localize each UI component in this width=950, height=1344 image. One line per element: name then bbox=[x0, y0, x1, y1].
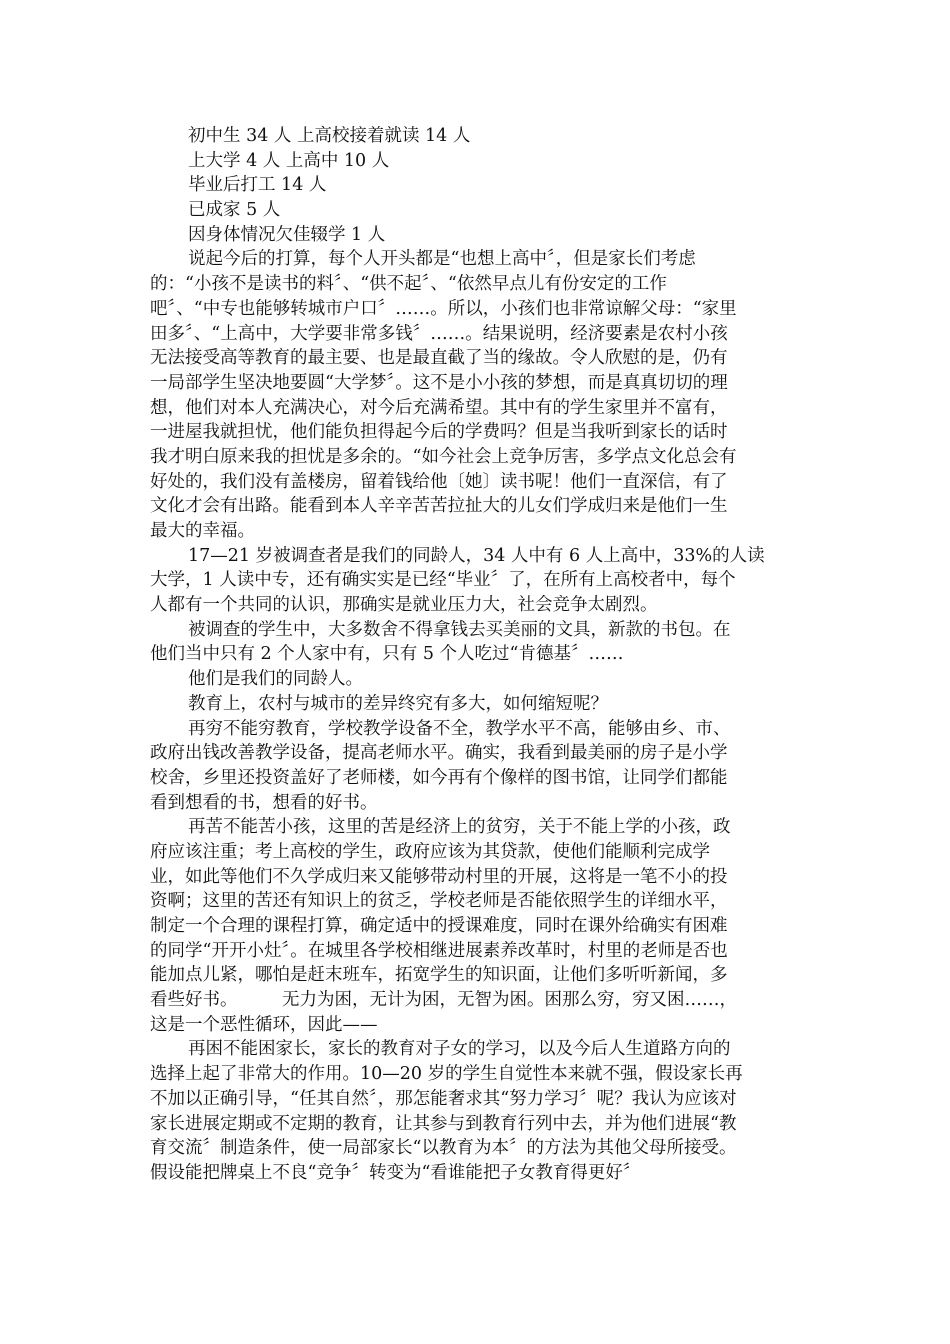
text-line: 文化才会有出路。能看到本人辛辛苦苦拉扯大的儿女们学成归来是他们一生 bbox=[150, 496, 728, 517]
text-line: 教育上，农村与城市的差异终究有多大，如何缩短呢？ bbox=[188, 693, 608, 714]
text-line: 的同学“开开小灶〞。在城里各学校相继进展素养改革时，村里的老师是否也 bbox=[150, 940, 728, 961]
text-line: 最大的幸福。 bbox=[150, 521, 255, 541]
text-line: 被调查的学生中，大多数舍不得拿钱去买美丽的文具，新款的书包。在 bbox=[188, 619, 731, 640]
text-line: 好处的，我们没有盖楼房，留着钱给他〔她〕读书呢！他们一直深信，有了 bbox=[150, 471, 728, 492]
text-line: 育交流〞制造条件，使一局部家长“以教育为本〞的方法为其他父母所接受。 bbox=[150, 1138, 737, 1159]
text-line: 制定一个合理的课程打算，确定适中的授课难度，同时在课外给确实有困难 bbox=[150, 916, 728, 936]
text-line: 他们当中只有 2 个人家中有，只有 5 个人吃过“肯德基〞…… bbox=[150, 644, 624, 665]
text-line: 校舍，乡里还投资盖好了老师楼，如今再有个像样的图书馆，让同学们都能 bbox=[150, 767, 728, 788]
text-line: 一进屋我就担忧，他们能负担得起今后的学费吗？但是当我听到家长的话时 bbox=[150, 422, 728, 443]
text-line: 17—21 岁被调查者是我们的同龄人，34 人中有 6 人上高中，33%的人读 bbox=[188, 545, 765, 566]
text-line: 的：“小孩不是读书的料〞、“供不起〞、“依然早点儿有份安定的工作 bbox=[150, 274, 667, 295]
text-line: 吧〞、“中专也能够转城市户口〞……。所以，小孩们也非常谅解父母：“家里 bbox=[150, 298, 737, 319]
text-line: 想，他们对本人充满决心，对今后充满希望。其中有的学生家里并不富有， bbox=[150, 397, 728, 418]
text-line: 说起今后的打算，每个人开头都是“也想上高中〞，但是家长们考虑 bbox=[188, 249, 696, 270]
text-line: 毕业后打工 14 人 bbox=[188, 175, 327, 196]
text-line: 上大学 4 人 上高中 10 人 bbox=[188, 150, 390, 171]
text-line: 业，如此等他们不久学成归来又能够带动村里的开展，这将是一笔不小的投 bbox=[150, 866, 728, 887]
text-line: 我才明白原来我的担忧是多余的。“如今社会上竞争厉害，多学点文化总会有 bbox=[150, 446, 737, 467]
text-line: 资啊；这里的苦还有知识上的贫乏，学校老师是否能依照学生的详细水平， bbox=[150, 891, 728, 912]
text-line: 看到想看的书，想看的好书。 bbox=[150, 792, 378, 813]
text-line: 人都有一个共同的认识，那确实是就业压力大，社会竞争太剧烈。 bbox=[150, 595, 658, 616]
text-line: 再困不能困家长，家长的教育对子女的学习，以及今后人生道路方向的 bbox=[188, 1039, 731, 1060]
text-line: 一局部学生坚决地要圆“大学梦〞。这不是小小孩的梦想，而是真真切切的理 bbox=[150, 372, 728, 393]
text-line: 假设能把牌桌上不良“竞争〞转变为“看谁能把子女教育得更好〞 bbox=[150, 1162, 641, 1183]
text-line: 他们是我们的同龄人。 bbox=[188, 669, 363, 690]
text-line: 因身体情况欠佳辍学 1 人 bbox=[188, 224, 386, 245]
text-line: 能加点儿紧，哪怕是赶末班车，拓宽学生的知识面，让他们多听听新闻，多 bbox=[150, 965, 728, 986]
document-body bbox=[150, 124, 795, 1186]
text-line: 府应该注重；考上高校的学生，政府应该为其贷款，使他们能顺利完成学 bbox=[150, 841, 710, 862]
text-line: 无法接受高等教育的最主要、也是最直截了当的缘故。令人欣慰的是，仍有 bbox=[150, 348, 728, 369]
text-line: 再苦不能苦小孩，这里的苦是经济上的贫穷，关于不能上学的小孩，政 bbox=[188, 817, 731, 838]
text-line: 大学，1 人读中专，还有确实实是已经“毕业〞了，在所有上高校者中，每个 bbox=[150, 570, 736, 591]
text-line: 选择上起了非常大的作用。10—20 岁的学生自觉性本来就不强，假设家长再 bbox=[150, 1064, 743, 1085]
text-line: 初中生 34 人 上高校接着就读 14 人 bbox=[188, 126, 471, 146]
text-line: 再穷不能穷教育，学校教学设备不全，教学水平不高，能够由乡、市、 bbox=[188, 718, 731, 739]
text-line: 这是一个恶性循环，因此—— bbox=[150, 1014, 378, 1035]
text-line: 不加以正确引导，“任其自然〞，那怎能奢求其“努力学习〞呢？我认为应该对 bbox=[150, 1088, 737, 1109]
text-line: 看些好书。 无力为困，无计为困，无智为困。困那么穷，穷又困……， bbox=[150, 990, 737, 1011]
text-line: 已成家 5 人 bbox=[188, 200, 281, 221]
text-line: 田多〞、“上高中，大学要非常多钱〞……。结果说明，经济要素是农村小孩 bbox=[150, 323, 728, 344]
text-line: 家长进展定期或不定期的教育，让其参与到教育行列中去，并为他们进展“教 bbox=[150, 1113, 737, 1134]
text-line: 政府出钱改善教学设备，提高老师水平。确实，我看到最美丽的房子是小学 bbox=[150, 743, 728, 764]
